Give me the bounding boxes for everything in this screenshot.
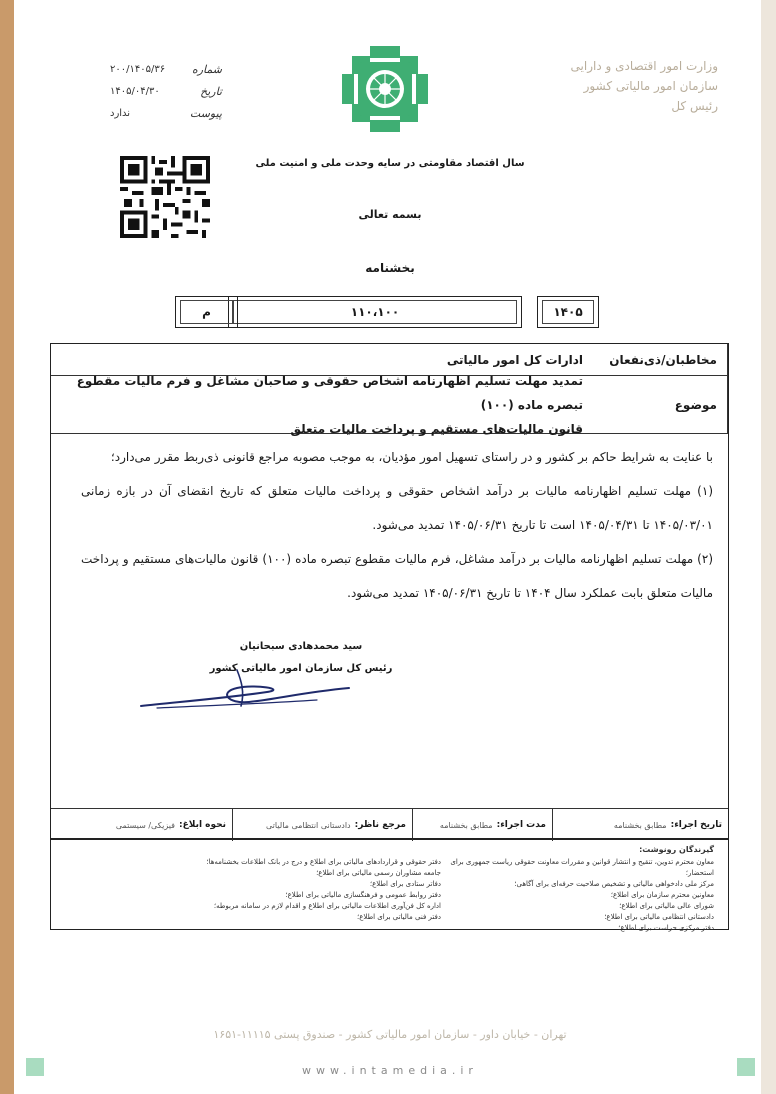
recipient-item: دفتر مرکزی حراست برای اطلاع؛ [618,924,714,932]
recipient-item: اداره کل فن‌آوری اطلاعات مالیاتی برای اطلاع و اقدام لازم در سامانه مربوطه؛ [213,902,441,910]
signer-name: سید محمدهادی سبحانیان [239,641,363,652]
letter-date-value: ۱۴۰۵/۰۴/۳۰ [110,85,160,97]
recipient-item: دادستانی انتظامی مالیاتی برای اطلاع؛ [604,913,714,921]
recipient-item: دفاتر ستادی برای اطلاع؛ [369,880,441,888]
circular-code-box [175,296,238,328]
body-paragraph: (۱) مهلت تسلیم اظهارنامه مالیات بر درآمد اشخاص حقوقی و پرداخت مالیات متعلق که تاریخ انقضای آن در بازه زمانی ۱۴۰۵/۰۳/۰۱ تا ۱۴۰۵/۰۴/۳۱ است تا تاریخ ۱۴۰۵/۰۶/۳۱ تمدید می‌شود. [81,484,713,532]
website-watermark: www.intamedia.ir [302,1064,478,1077]
letter-attachment-value: ندارد [110,107,131,119]
recipient-item: شورای عالی مالیاتی برای اطلاع؛ [619,902,714,910]
qr-code-icon [119,156,211,238]
copy-recipients-left-column [161,857,441,923]
supervising-authority-label: مرجع ناظر: [354,820,406,830]
notification-method-cell [51,809,232,841]
letter-attachment-label: پیوست [189,106,222,120]
ministry-header [568,56,718,116]
execution-duration-cell [412,809,552,841]
execution-info-row [51,808,728,840]
circular-year-value: ۱۴۰۵ [542,300,594,324]
circular-year-box [537,296,599,328]
recipient-item: جامعه مشاوران رسمی مالیاتی برای اطلاع؛ [316,869,441,877]
scan-edge-right [761,0,776,1094]
letter-number-value: ۲۰۰/۱۴۰۵/۳۶ [110,63,166,75]
supervising-authority-value: دادستانی انتظامی مالیاتی [266,820,351,830]
addressees-value: ادارات کل امور مالیاتی [446,352,583,367]
recipient-item: دفتر روابط عمومی و فرهنگسازی مالیاتی برای اطلاع؛ [285,891,441,899]
circular-number-value: ۱۱۰،۱۰۰ [233,300,517,324]
subject-label: موضوع [592,376,728,433]
handwritten-signature-icon [137,662,357,712]
copy-recipients-right-column [434,857,714,934]
copy-recipients-title: گیرندگان رونوشت: [639,845,714,854]
footer-square-icon [737,1058,755,1076]
subject-line: تمدید مهلت تسلیم اظهارنامه اشخاص حقوقی و صاحبان مشاغل و فرم مالیات مقطوع تبصره ماده (۱۰۰) [76,373,583,412]
subject-line: قانون مالیات‌های مستقیم و پرداخت مالیات متعلق [290,421,583,436]
signer-title: رئیس کل سازمان امور مالیاتی کشور [209,663,393,674]
notification-method-value: فیزیکی/ سیستمی [115,820,175,830]
year-slogan: سال اقتصاد مقاومتی در سایه وحدت ملی و امنیت ملی [255,158,525,169]
execution-duration-label: مدت اجراء: [496,820,546,830]
letter-number-label: شماره [191,62,222,76]
ministry-line: رئیس کل [671,99,718,113]
execution-date-label: تاریخ اجراء: [670,820,722,830]
copy-recipients-box [50,838,729,930]
letter-body-text [81,440,713,610]
recipient-item: معاونین محترم سازمان برای اطلاع؛ [610,891,714,899]
circular-code-value: م [180,300,233,324]
notification-method-label: نحوه ابلاغ: [179,820,226,830]
ministry-line: سازمان امور مالیاتی کشور [583,79,718,93]
recipient-item: معاون محترم تدوین، تنقیح و انتشار قوانین و مقررات معاونت حقوقی ریاست جمهوری برای استحضار؛ [450,858,714,877]
execution-date-cell [552,809,728,841]
body-paragraph: با عنایت به شرایط حاکم بر کشور و در راستای تسهیل امور مؤدیان، به موجب مصوبه مراجع قانونی ذی‌ربط مقرر می‌دارد؛ [110,450,713,464]
scan-edge-left [0,0,14,1094]
basmala-heading: بسمه تعالی [358,208,422,221]
recipient-item: مرکز ملی دادخواهی مالیاتی و تشخیص صلاحیت حرفه‌ای برای آگاهی؛ [514,880,714,888]
body-paragraph: (۲) مهلت تسلیم اظهارنامه مالیات بر درآمد مشاغل، فرم مالیات مقطوع تبصره ماده (۱۰۰) قانون مالیات‌های مستقیم و پرداخت مالیات متعلق بابت عملکرد سال ۱۴۰۴ تا تاریخ ۱۴۰۵/۰۶/۳۱ تمدید می‌شود. [81,552,713,600]
letter-number-row [110,58,222,80]
subject-value [51,373,591,436]
execution-date-value: مطابق بخشنامه [613,820,667,830]
recipient-item: دفتر حقوقی و قراردادهای مالیاتی برای اطلاع و درج در بانک اطلاعات بخشنامه‌ها؛ [206,858,441,866]
footer-square-icon [26,1058,44,1076]
tax-organization-logo-icon [342,46,428,132]
letter-date-row [110,80,222,102]
letter-body-box [50,343,729,840]
addressees-label: مخاطبان/ذی‌نفعان [592,344,728,375]
letter-date-label: تاریخ [200,84,222,98]
execution-duration-value: مطابق بخشنامه [439,820,493,830]
organization-address: تهران - خیابان داور - سازمان امور مالیاتی کشور - صندوق پستی ۱۱۱۱۵-۱۶۵۱ [213,1028,567,1041]
letter-attachment-row [110,102,222,124]
document-type-heading: بخشنامه [365,261,415,275]
supervising-authority-cell [232,809,412,841]
ministry-line: وزارت امور اقتصادی و دارایی [570,59,718,73]
recipient-item: دفتر فنی مالیاتی برای اطلاع؛ [356,913,441,921]
circular-number-box [228,296,522,328]
letter-meta [110,58,222,124]
subject-row [51,373,728,436]
